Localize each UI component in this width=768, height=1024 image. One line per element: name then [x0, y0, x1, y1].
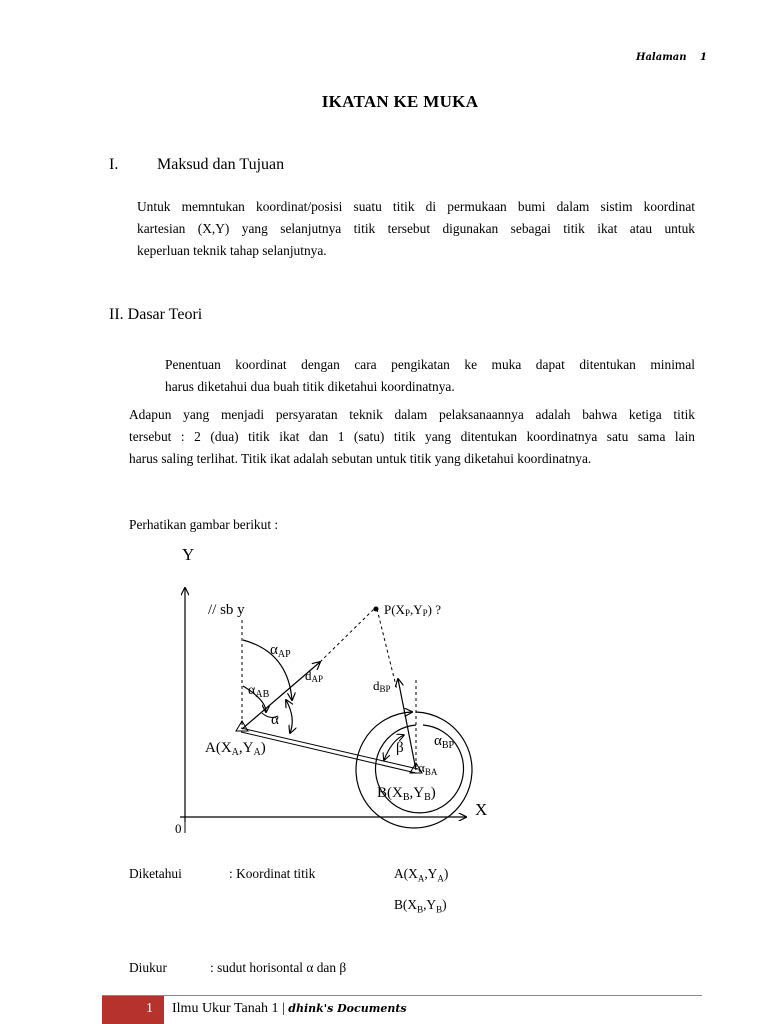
- document-title: IKATAN KE MUKA: [321, 92, 479, 111]
- label-beta: β: [396, 740, 404, 756]
- known-desc: : Koordinat titik: [229, 866, 316, 881]
- measured-desc: : sudut horisontal α dan β: [210, 960, 347, 975]
- figure-intro: Perhatikan gambar berikut :: [129, 517, 279, 532]
- section2-p1-line-1: Penentuan koordinat dengan cara pengikatan ke muka dapat ditentukan minimal: [165, 357, 695, 372]
- baseline-ab-2: [241, 732, 416, 773]
- line-p-b-dashed: [377, 609, 397, 690]
- label-alpha-bp: $\alpha_{BP}$: [434, 733, 455, 751]
- point-p: [374, 607, 379, 612]
- known-label: Diketahui: [129, 866, 182, 881]
- line-a-p-dashed: [320, 609, 374, 662]
- point-a-label: $A(X_A,Y_A)$: [205, 740, 266, 758]
- section1-line-2: kartesian (X,Y) yang selanjutnya titik tersebut digunakan sebagai titik ikat atau untuk: [137, 221, 695, 236]
- section2-p2-line-3: harus saling terlihat. Titik ikat adalah sebutan untuk titik yang diketahui koordinatnya.: [129, 451, 592, 466]
- label-alpha-ba: $\alpha_{BA}$: [418, 760, 438, 777]
- measured-label: Diukur: [129, 960, 167, 975]
- arc-alpha-bp: [356, 712, 472, 828]
- header-page-label: Halaman: [636, 52, 687, 63]
- line-b-dbp: [398, 679, 416, 770]
- known-point-a: $A(X_A,Y_A)$: [394, 866, 449, 884]
- x-axis-label: X: [475, 800, 488, 819]
- parallel-label: // sb y: [208, 602, 245, 618]
- footer-rule: [102, 995, 702, 996]
- section1-number: I.: [109, 156, 119, 173]
- footer-page-number: 1: [146, 1001, 153, 1016]
- origin-label: 0: [175, 821, 182, 836]
- label-dbp: dBP: [373, 678, 391, 694]
- section2-heading: II. Dasar Teori: [109, 306, 203, 323]
- y-axis-label: Y: [182, 545, 195, 564]
- section2-p1-line-2: harus diketahui dua buah titik diketahui koordinatnya.: [165, 379, 455, 394]
- section1-line-1: Untuk memntukan koordinat/posisi suatu titik di permukaan bumi dalam sistim koordinat: [137, 199, 695, 214]
- label-alpha-ap: $\alpha_{AP}$: [270, 642, 291, 660]
- section1-line-3: keperluan teknik tahap selanjutnya.: [137, 243, 327, 258]
- footer-title: Ilmu Ukur Tanah 1 |: [172, 1001, 285, 1016]
- header-page-number: 1: [700, 52, 707, 63]
- arc-alpha: [286, 700, 292, 733]
- section2-p2-line-1: Adapun yang menjadi persyaratan teknik dalam pelaksanaannya adalah bahwa ketiga titik: [129, 407, 695, 422]
- section2-p2-line-2: tersebut : 2 (dua) titik ikat dan 1 (satu) titik yang ditentukan koordinatnya satu sama lain: [129, 429, 695, 444]
- section1-heading: Maksud dan Tujuan: [157, 156, 285, 173]
- footer-text: [172, 1001, 407, 1017]
- label-dap: dAP: [305, 668, 324, 684]
- known-point-b: $B(X_B,Y_B)$: [394, 897, 447, 915]
- point-b-label: $B(X_B,Y_B)$: [377, 785, 436, 803]
- point-p-label: P(XP,YP) ?: [384, 602, 441, 618]
- footer-brand: dhink's Documents: [288, 1002, 407, 1015]
- footer-accent-box: [102, 996, 164, 1024]
- label-alpha: α: [271, 712, 279, 728]
- baseline-ab-1: [241, 728, 418, 769]
- label-alpha-ab: $\alpha_{AB}$: [248, 683, 270, 700]
